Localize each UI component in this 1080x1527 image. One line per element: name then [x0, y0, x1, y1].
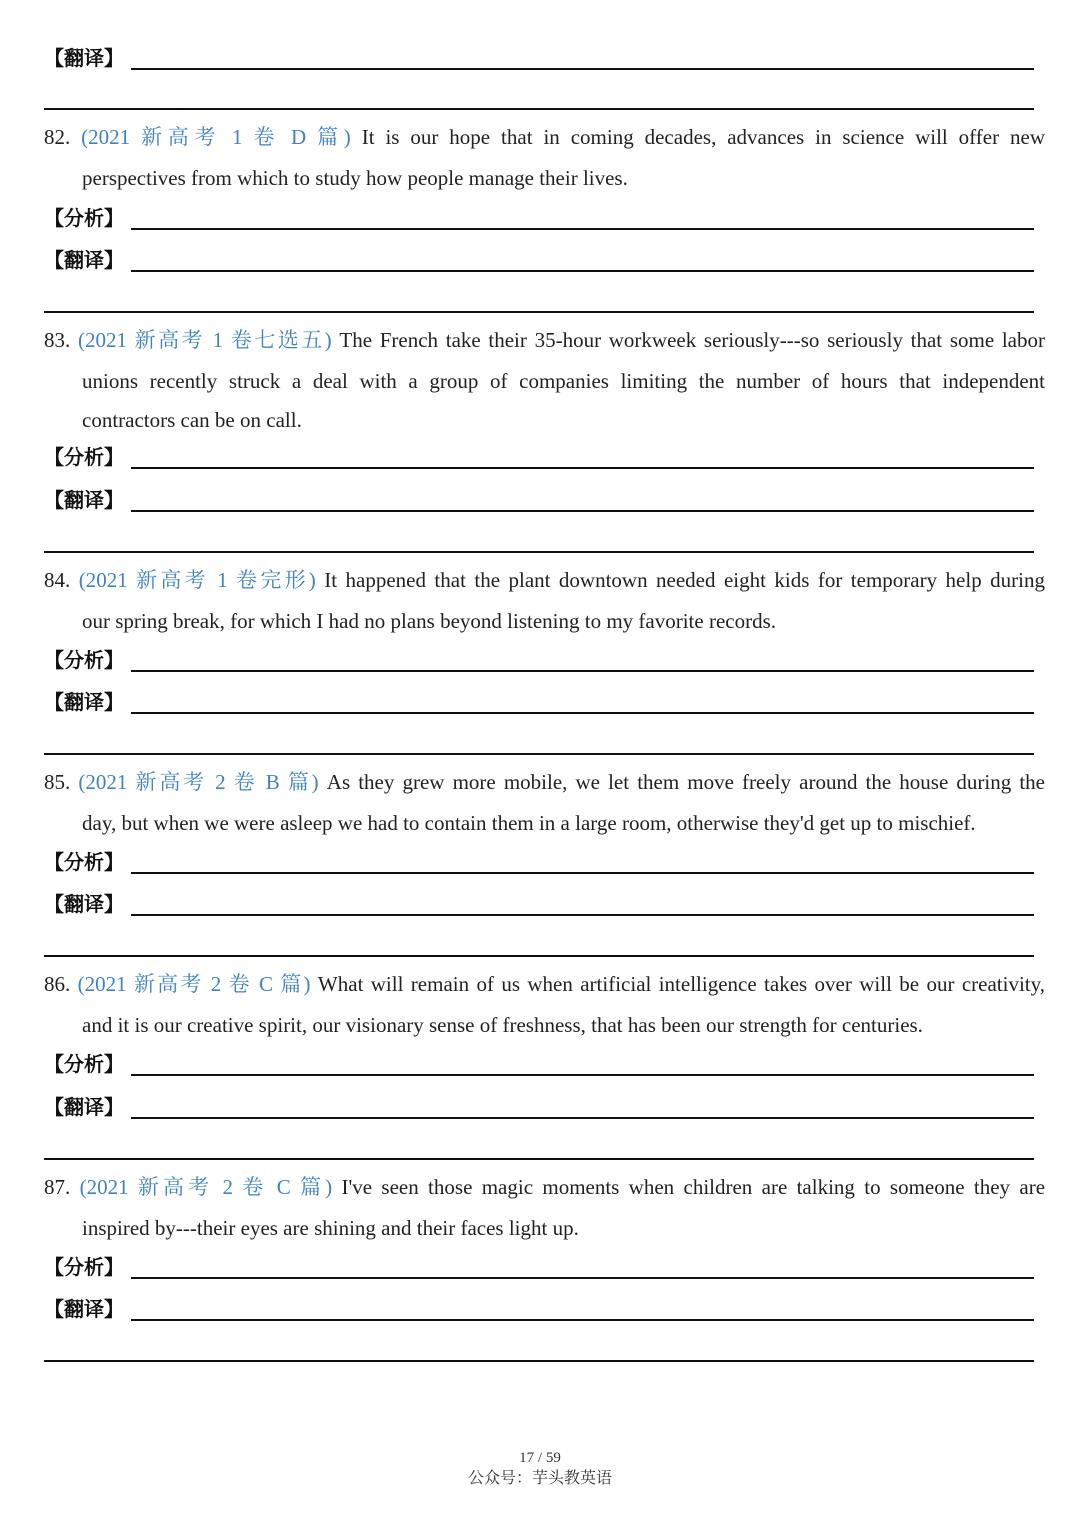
question-text: and it is our creative spirit, our visionary sense of freshness, that has been our strength for centuries.: [82, 1013, 923, 1037]
question-82: [44, 117, 1045, 199]
analysis-answer-line[interactable]: [131, 1074, 1034, 1076]
question-first-line: [44, 964, 1045, 1005]
translation-label: 【翻译】: [44, 46, 124, 70]
question-87: [44, 1167, 1045, 1249]
analysis-row: [44, 1050, 1034, 1082]
analysis-label: 【分析】: [44, 850, 124, 874]
question-first-line: [44, 117, 1045, 158]
separator-line: [44, 311, 1034, 313]
question-first-line: [44, 560, 1045, 601]
separator-line: [44, 753, 1034, 755]
translation-label: 【翻译】: [44, 488, 124, 512]
question-text: I've seen those magic moments when children are talking to someone they are: [341, 1175, 1046, 1199]
question-text: unions recently struck a deal with a group of companies limiting the number of hours that independent: [82, 369, 1045, 393]
question-text: day, but when we were asleep we had to contain them in a large room, otherwise they'd get up to mischief.: [82, 811, 976, 835]
question-text: The French take their 35-hour workweek seriously---so seriously that some labor: [339, 328, 1045, 352]
page-number: 17 / 59: [519, 1450, 561, 1466]
question-text: What will remain of us when artificial intelligence takes over will be our creativity,: [317, 972, 1046, 996]
translation-label: 【翻译】: [44, 690, 124, 714]
translation-label: 【翻译】: [44, 892, 124, 916]
question-number: 86.: [44, 972, 71, 996]
translation-row: [44, 890, 1034, 922]
translation-label: 【翻译】: [44, 1297, 124, 1321]
analysis-label: 【分析】: [44, 206, 124, 230]
question-source: (2021 新高考 2 卷 C 篇): [79, 1175, 333, 1199]
question-number: 87.: [44, 1175, 71, 1199]
question-85: [44, 762, 1045, 844]
translation-row: [44, 486, 1034, 518]
question-first-line: [44, 1167, 1045, 1208]
translation-answer-line[interactable]: [131, 914, 1034, 916]
translation-answer-line[interactable]: [131, 1117, 1034, 1119]
question-source: (2021 新高考 1 卷完形): [78, 568, 316, 592]
analysis-row: [44, 848, 1034, 880]
analysis-row: [44, 1253, 1034, 1285]
question-84: [44, 560, 1045, 642]
translation-row: [44, 44, 1034, 76]
translation-row: [44, 688, 1034, 720]
question-first-line: [44, 320, 1045, 361]
translation-answer-line[interactable]: [131, 1319, 1034, 1321]
translation-row: [44, 1093, 1034, 1125]
translation-answer-line[interactable]: [131, 68, 1034, 70]
translation-row: [44, 246, 1034, 278]
separator-line: [44, 955, 1034, 957]
question-text: It is our hope that in coming decades, advances in science will offer new: [361, 125, 1045, 149]
translation-answer-line[interactable]: [131, 510, 1034, 512]
question-86: [44, 964, 1045, 1046]
question-number: 84.: [44, 568, 71, 592]
translation-answer-line[interactable]: [131, 270, 1034, 272]
question-source: (2021 新高考 2 卷 C 篇): [77, 972, 311, 996]
separator-line: [44, 551, 1034, 553]
question-first-line: [44, 762, 1045, 803]
analysis-answer-line[interactable]: [131, 1277, 1034, 1279]
analysis-row: [44, 204, 1034, 236]
analysis-label: 【分析】: [44, 1255, 124, 1279]
question-text: As they grew more mobile, we let them move freely around the house during the: [326, 770, 1045, 794]
analysis-answer-line[interactable]: [131, 467, 1034, 469]
question-source: (2021 新高考 1 卷 D 篇): [81, 125, 351, 149]
question-83: [44, 320, 1045, 438]
question-text: our spring break, for which I had no plans beyond listening to my favorite records.: [82, 609, 776, 633]
question-source: (2021 新高考 2 卷 B 篇): [78, 770, 319, 794]
analysis-answer-line[interactable]: [131, 670, 1034, 672]
analysis-label: 【分析】: [44, 1052, 124, 1076]
translation-label: 【翻译】: [44, 248, 124, 272]
analysis-row: [44, 443, 1034, 475]
translation-label: 【翻译】: [44, 1095, 124, 1119]
question-text: inspired by---their eyes are shining and their faces light up.: [82, 1216, 579, 1240]
separator-line: [44, 1158, 1034, 1160]
question-number: 85.: [44, 770, 71, 794]
analysis-answer-line[interactable]: [131, 872, 1034, 874]
analysis-answer-line[interactable]: [131, 228, 1034, 230]
translation-row: [44, 1295, 1034, 1327]
question-text: It happened that the plant downtown needed eight kids for temporary help during: [324, 568, 1045, 592]
separator-line: [44, 1360, 1034, 1362]
question-number: 82.: [44, 125, 71, 149]
separator-line: [44, 108, 1034, 110]
question-source: (2021 新高考 1 卷七选五): [77, 328, 332, 352]
translation-answer-line[interactable]: [131, 712, 1034, 714]
question-text: contractors can be on call.: [82, 408, 302, 432]
question-number: 83.: [44, 328, 71, 352]
analysis-row: [44, 646, 1034, 678]
question-text: perspectives from which to study how people manage their lives.: [82, 166, 628, 190]
analysis-label: 【分析】: [44, 648, 124, 672]
analysis-label: 【分析】: [44, 445, 124, 469]
footer-account: 公众号：芋头教英语: [467, 1468, 612, 1487]
